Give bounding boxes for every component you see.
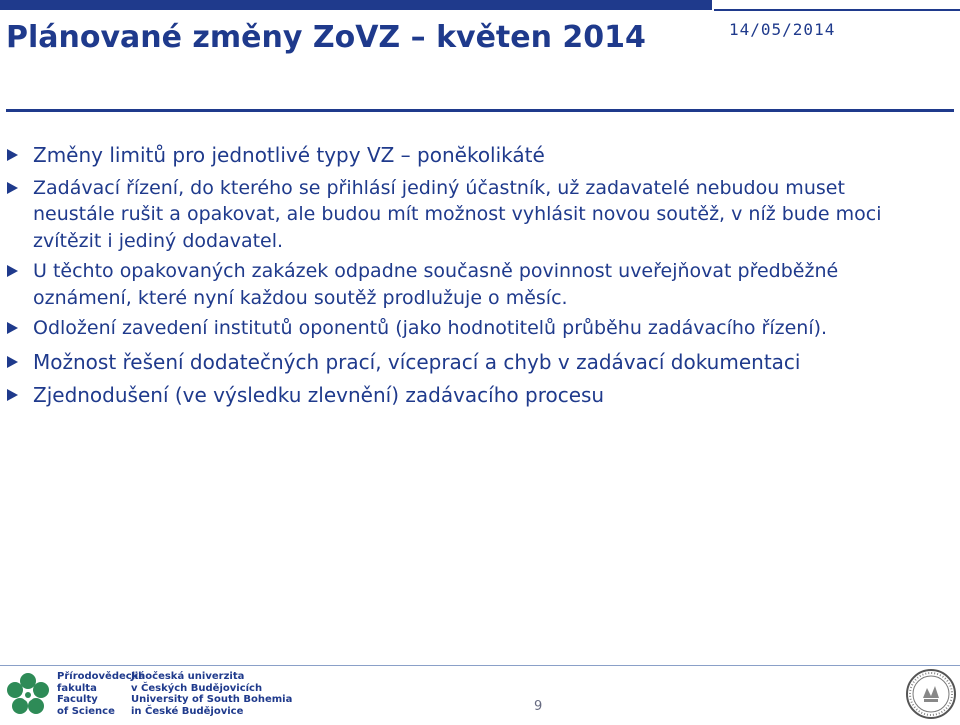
top-accent-bar-right <box>714 0 960 11</box>
triangle-right-icon <box>7 389 18 401</box>
bullet-item <box>0 142 960 169</box>
slide-date: 14/05/2014 <box>729 20 836 39</box>
page-number: 9 <box>534 699 543 714</box>
bullet-text: Změny limitů pro jednotlivé typy VZ – ponĕkolikáté <box>33 143 545 167</box>
title-divider <box>6 109 954 112</box>
bullet-item <box>0 175 960 255</box>
top-accent-bar <box>0 0 712 10</box>
bullet-text: Možnost řešení dodatečných prací, víceprací a chyb v zadávací dokumentaci <box>33 349 801 374</box>
university-name: Jihočeská univerzita v Českých Budějovicích University of South Bohemia in České Budějovice <box>131 671 293 717</box>
bullet-item <box>0 315 960 342</box>
bullet-text: U těchto opakovaných zakázek odpadne současně povinnost uveřejňovat předběžné oznámení, které nyní každou soutěž prodlužuje o měsíc. <box>33 260 839 309</box>
triangle-right-icon <box>7 265 18 277</box>
university-seal-icon <box>905 668 957 720</box>
bullet-item <box>0 349 960 376</box>
footer-divider <box>0 665 960 666</box>
flower-logo-icon <box>4 671 52 719</box>
bullet-list <box>0 136 960 409</box>
triangle-right-icon <box>7 182 18 194</box>
triangle-right-icon <box>7 322 18 334</box>
bullet-item <box>0 258 960 311</box>
bullet-text: Zadávací řízení, do kterého se přihlásí jediný účastník, už zadavatelé nebudou muset neustále rušit a opakovat, ale budou mít možnost vyhlásit novou soutěž, v níž bude moci zvítězit i jediný dodavatel. <box>33 176 882 252</box>
bullet-item <box>0 382 960 409</box>
bullet-text: Zjednodušení (ve výsledku zlevnění) zadávacího procesu <box>33 383 605 407</box>
slide-title: Plánované změny ZoVZ – květen 2014 <box>6 20 646 55</box>
triangle-right-icon <box>7 356 18 368</box>
bullet-text: Odložení zavedení institutů oponentů (jako hodnotitelů průběhu zadávacího řízení). <box>33 317 828 339</box>
faculty-name: Přírodovědecká fakulta Faculty of Science <box>57 671 146 717</box>
triangle-right-icon <box>7 149 18 161</box>
